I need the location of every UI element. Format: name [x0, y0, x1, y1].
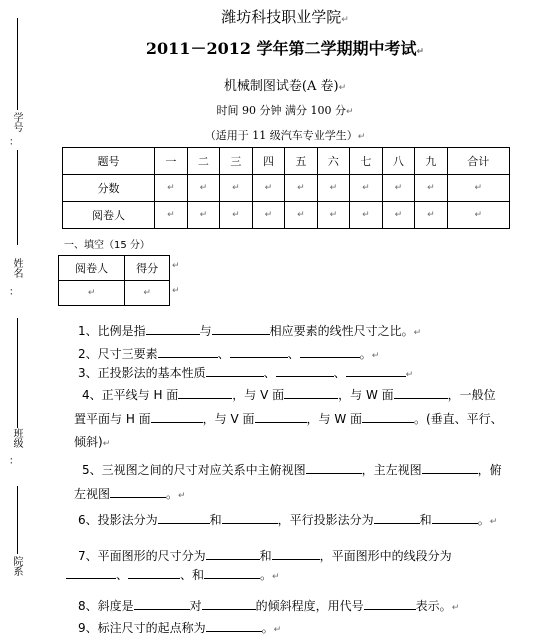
- header-cell: 一: [155, 148, 188, 175]
- scope-text: （适用于 11 级汽车专业学生）: [204, 129, 358, 142]
- question-text: 。(垂直、平行、: [414, 412, 503, 426]
- grader-cell: ↵: [187, 202, 220, 229]
- blank: [432, 512, 478, 524]
- blank: [276, 365, 334, 377]
- paragraph-mark: ↵: [345, 107, 354, 117]
- paragraph-mark: ↵: [405, 370, 414, 380]
- header-cell: 四: [252, 148, 285, 175]
- question-1: [78, 323, 537, 341]
- header-cell: 二: [187, 148, 220, 175]
- question-text: 。: [260, 568, 273, 582]
- question-text: ，俯: [477, 463, 502, 477]
- question-4-line-2: [74, 411, 537, 427]
- score-row: [63, 175, 510, 202]
- blank: [374, 512, 420, 524]
- header-cell: 合计: [447, 148, 509, 175]
- school-name-text: 潍坊科技职业学院: [221, 8, 342, 26]
- class-label: 班级: [11, 428, 22, 448]
- blank: [128, 567, 180, 579]
- question-text: 的倾斜程度，用代号: [255, 599, 364, 613]
- class-line: [17, 318, 18, 428]
- question-text: 7、平面图形的尺寸分为: [78, 549, 206, 563]
- header-cell: 九: [415, 148, 448, 175]
- question-text: 1、比例是指: [78, 324, 146, 338]
- question-text: 2、尺寸三要素: [78, 347, 158, 361]
- question-text: 6、投影法分为: [78, 513, 158, 527]
- question-text: ，与 V 面: [232, 388, 285, 402]
- grader-cell: ↵: [252, 202, 285, 229]
- question-text: 倾斜): [74, 435, 103, 449]
- header-cell: 六: [317, 148, 350, 175]
- score-label-cell: 分数: [63, 175, 155, 202]
- question-4-line-1: [82, 387, 537, 403]
- score-cell: ↵: [415, 175, 448, 202]
- question-8: [78, 598, 537, 616]
- scope-note: [40, 127, 530, 143]
- question-6: [78, 512, 537, 530]
- grader-cell: ↵: [285, 202, 318, 229]
- name-colon: ：: [9, 287, 19, 298]
- student-id-label: 学号: [11, 112, 22, 132]
- blank: [146, 323, 200, 335]
- blank: [230, 346, 288, 358]
- question-text: ，平行投影法分为: [277, 513, 374, 527]
- paragraph-mark: ↵: [413, 328, 422, 338]
- question-text: 表示。: [415, 599, 452, 613]
- question-text: 、: [217, 347, 230, 361]
- paragraph-mark: ↵: [357, 132, 366, 142]
- section-grader-table: [58, 255, 170, 306]
- question-text: 、和: [180, 568, 205, 582]
- department-line: [17, 486, 18, 554]
- grader-row: [63, 202, 510, 229]
- blank: [300, 346, 360, 358]
- blank: [206, 548, 260, 560]
- score-cell: ↵: [317, 175, 350, 202]
- question-text: 、: [287, 347, 300, 361]
- blank: [110, 486, 166, 498]
- header-cell: 七: [350, 148, 383, 175]
- header-cell: 八: [382, 148, 415, 175]
- section-grader-value-row: [59, 281, 170, 306]
- question-text: 。: [166, 487, 179, 501]
- paragraph-mark: ↵: [178, 491, 186, 501]
- time-info: [40, 102, 530, 118]
- blank: [346, 365, 406, 377]
- question-text: 左视图: [74, 487, 111, 501]
- blank: [272, 548, 320, 560]
- score-cell: ↵: [220, 175, 253, 202]
- blank: [306, 462, 362, 474]
- question-text: ，一般位: [447, 388, 496, 402]
- class-colon: ：: [9, 456, 19, 467]
- score-header-cell: 得分: [125, 256, 170, 281]
- blank: [158, 346, 218, 358]
- question-text: ，平面图形中的线段分为: [319, 549, 452, 563]
- paper-title-text: 机械制图试卷(A 卷): [223, 79, 339, 94]
- question-text: 相应要素的线性尺寸之比。: [269, 324, 414, 338]
- blank: [151, 411, 203, 423]
- header-cell: 三: [220, 148, 253, 175]
- section-grader-header-row: [59, 256, 170, 281]
- question-4-line-3: [74, 435, 537, 452]
- blank: [206, 620, 262, 632]
- paragraph-mark: ↵: [172, 286, 180, 296]
- paragraph-mark: ↵: [338, 83, 347, 93]
- question-text: 对: [189, 599, 202, 613]
- score-cell: ↵: [382, 175, 415, 202]
- score-table-header-row: [63, 148, 510, 175]
- blank: [204, 567, 260, 579]
- paragraph-mark: ↵: [272, 572, 280, 582]
- question-text: ，与 W 面: [338, 388, 394, 402]
- department-label: 院系: [11, 556, 22, 576]
- question-5-line-1: [82, 462, 537, 478]
- paragraph-mark: ↵: [172, 261, 180, 271]
- score-cell: ↵: [350, 175, 383, 202]
- question-7-line-1: [78, 548, 537, 564]
- question-2: [78, 346, 537, 364]
- blank: [364, 598, 416, 610]
- question-text: 。: [477, 513, 490, 527]
- question-text: 9、标注尺寸的起点称为: [78, 621, 206, 635]
- blank: [158, 512, 210, 524]
- question-text: 3、正投影法的基本性质: [78, 366, 206, 380]
- score-cell: ↵: [155, 175, 188, 202]
- name-label: 姓名: [11, 258, 22, 278]
- score-table: [62, 147, 510, 229]
- grader-cell: ↵: [220, 202, 253, 229]
- question-text: 。: [261, 621, 274, 635]
- blank: [394, 387, 448, 399]
- blank: [362, 411, 414, 423]
- question-text: ，主左视图: [361, 463, 422, 477]
- question-text: 、: [116, 568, 129, 582]
- blank: [134, 598, 190, 610]
- blank: [206, 365, 264, 377]
- header-cell: 五: [285, 148, 318, 175]
- grader-cell: ↵: [350, 202, 383, 229]
- exam-title-text: 2011－2012 学年第二学期期中考试: [145, 39, 417, 58]
- blank: [222, 512, 278, 524]
- student-id-colon: ：: [9, 137, 19, 148]
- question-text: ，与 W 面: [306, 412, 362, 426]
- header-cell: 题号: [63, 148, 155, 175]
- blank: [255, 411, 307, 423]
- grader-label-cell: 阅卷人: [63, 202, 155, 229]
- blank: [212, 323, 270, 335]
- paragraph-mark: ↵: [451, 603, 460, 613]
- question-7-line-2: [66, 567, 534, 585]
- question-text: 、: [333, 366, 346, 380]
- score-cell: ↵: [285, 175, 318, 202]
- paragraph-mark: ↵: [102, 439, 111, 449]
- grader-cell: ↵: [155, 202, 188, 229]
- paragraph-mark: ↵: [416, 47, 425, 57]
- question-text: 4、正平线与 H 面: [82, 388, 179, 402]
- question-text: 和: [259, 549, 272, 563]
- question-text: 8、斜度是: [78, 599, 134, 613]
- grader-value-cell: ↵: [59, 281, 125, 306]
- question-3: [78, 365, 537, 383]
- grader-cell: ↵: [447, 202, 509, 229]
- name-line: [17, 150, 18, 245]
- paper-title: [40, 75, 530, 94]
- question-9: [78, 620, 537, 638]
- paragraph-mark: ↵: [371, 351, 380, 361]
- paragraph-mark: ↵: [489, 517, 498, 527]
- question-5-line-2: [74, 486, 537, 504]
- question-text: ，与 V 面: [202, 412, 255, 426]
- question-text: 和: [209, 513, 222, 527]
- exam-title: [40, 36, 530, 59]
- question-text: 和: [419, 513, 432, 527]
- blank: [178, 387, 232, 399]
- blank: [284, 387, 338, 399]
- score-cell: ↵: [447, 175, 509, 202]
- grader-header-cell: 阅卷人: [59, 256, 125, 281]
- school-name: [40, 6, 530, 27]
- question-text: 与: [199, 324, 212, 338]
- question-text: 置平面与 H 面: [74, 412, 151, 426]
- question-text: 。: [359, 347, 372, 361]
- time-info-text: 时间 90 分钟 满分 100 分: [216, 104, 346, 117]
- section-title: 一、填空（15 分）: [64, 240, 150, 251]
- grader-cell: ↵: [415, 202, 448, 229]
- grader-cell: ↵: [317, 202, 350, 229]
- student-id-line: [17, 18, 18, 110]
- blank: [66, 567, 116, 579]
- score-cell: ↵: [252, 175, 285, 202]
- score-value-cell: ↵: [125, 281, 170, 306]
- blank: [202, 598, 256, 610]
- paragraph-mark: ↵: [341, 15, 349, 25]
- question-text: 5、三视图之间的尺寸对应关系中主俯视图: [82, 463, 306, 477]
- score-cell: ↵: [187, 175, 220, 202]
- question-text: 、: [263, 366, 276, 380]
- paragraph-mark: ↵: [273, 625, 282, 635]
- blank: [422, 462, 478, 474]
- grader-cell: ↵: [382, 202, 415, 229]
